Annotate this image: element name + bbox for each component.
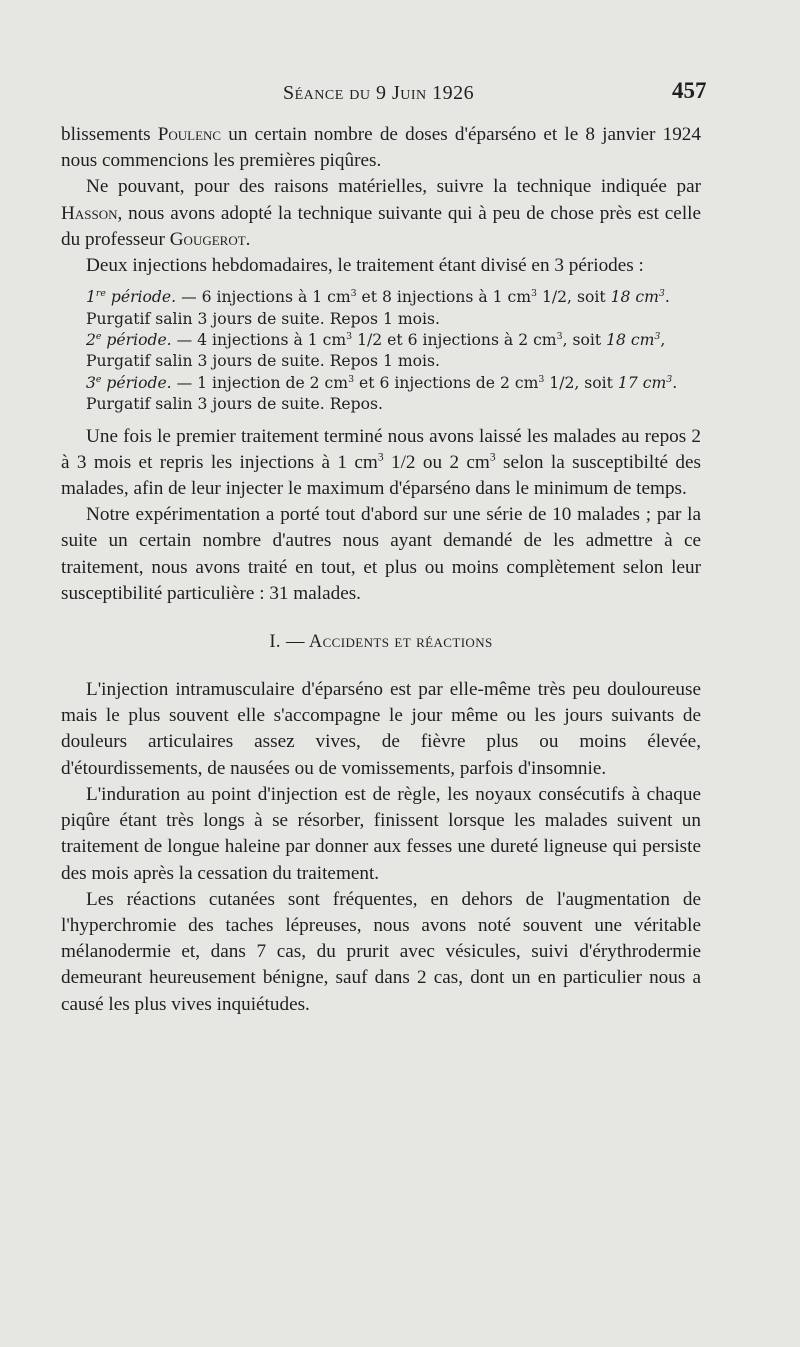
paragraph-technique (61, 174, 701, 253)
author-name-gougerot: Gougerot (169, 228, 246, 250)
superscript: 3 (348, 373, 355, 385)
author-name-hasson: Hasson (61, 202, 118, 224)
after-periods (61, 424, 701, 607)
paragraph-continuation (61, 122, 701, 174)
superscript: 3 (489, 451, 496, 464)
period-line (61, 373, 701, 394)
period-line (61, 330, 701, 351)
superscript: 3 (666, 373, 673, 385)
period-label: période. (105, 288, 177, 307)
period-3 (61, 373, 701, 416)
page-body (61, 122, 701, 1018)
text-run: . (245, 228, 251, 250)
superscript: 3 (350, 288, 357, 300)
text-run: Ne pouvant, pour des raisons matérielles, suivre la technique indiquée par (86, 176, 701, 198)
text-run: un certain nombre de doses d'éparséno et le 8 janvier 1924 nous commencions les premières piqûres. (61, 124, 701, 172)
section-heading: I. — Accidents et réactions (269, 632, 493, 653)
text-run: et 6 injections de 2 cm (354, 373, 539, 392)
text-run: 1/2 ou 2 cm (383, 451, 490, 473)
period-total: 17 cm (617, 373, 667, 392)
text-run: 1/2 et 6 injections à 2 cm (352, 331, 557, 350)
section-paragraph: L'injection intramusculaire d'éparséno est par elle-même très peu douloureuse mais le plus souvent elle s'accompagne le jour même ou les jours suivants de douleurs articulaires assez vives, de fièvre plus ou moins élevée, d'étourdissements, de nausées ou de vomissements, parfois d'insomnie. (61, 679, 701, 779)
text-run: — 1 injection de 2 cm (171, 373, 349, 392)
author-name-poulenc: Poulenc (157, 124, 222, 145)
period-1 (61, 287, 701, 330)
period-label: période. (101, 373, 172, 392)
superscript: 3 (556, 330, 563, 342)
period-total: 18 cm (610, 288, 659, 307)
superscript: 3 (538, 373, 545, 385)
purgatif-line: Purgatif salin 3 jours de suite. Repos. (86, 395, 383, 414)
section-paragraph: Les réactions cutanées sont fréquentes, en dehors de l'augmentation de l'hyperchromie des taches lépreuses, nous avons noté souvent une véritable mélanodermie et, dans 7 cas, du prurit avec vésicules, suivi d'érythrodermie demeurant heureusement bénigne, sauf dans 2 cas, dont un en particulier nous a causé les plus vives inquiétudes. (61, 888, 701, 1015)
text-run: 1/2, soit (536, 288, 611, 307)
text-run: et 8 injections à 1 cm (356, 288, 532, 307)
paragraph-repos (61, 424, 701, 503)
superscript: 3 (377, 451, 384, 464)
text-run: selon la susceptibilté des malades, afin de leur injecter le maximum d'éparséno dans le minimum de temps. (61, 451, 701, 500)
period-number: 3 (86, 373, 96, 392)
superscript: 3 (654, 330, 661, 342)
superscript: 3 (346, 330, 353, 342)
section-paragraph: L'induration au point d'injection est de règle, les noyaux consécutifs à chaque piqûre étant très longs à se résorber, finissent lorsque les malades suivent un traitement de longue haleine par donner aux fesses une dureté ligneuse qui persiste des mois après la cessation du traitement. (61, 783, 701, 884)
period-total: 18 cm (606, 331, 655, 350)
running-head: Séance du 9 Juin 1926 (283, 82, 475, 104)
period-line (61, 287, 701, 308)
period-number: 1 (86, 288, 96, 307)
text-run: . (672, 373, 678, 392)
page-header (0, 78, 800, 108)
period-label: période. (101, 331, 172, 350)
superscript: 3 (531, 288, 537, 300)
ordinal-suffix: e (95, 373, 102, 385)
text-run: , (660, 331, 666, 350)
superscript: 3 (658, 288, 665, 300)
purgatif-line: Purgatif salin 3 jours de suite. Repos 1 mois. (86, 309, 440, 328)
paragraph-experimentation: Notre expérimentation a porté tout d'abord sur une série de 10 malades ; par la suite un certain nombre d'autres nous ayant demandé de les admettre à ce traitement, nous avons traité en tout, et plus ou moins complètement selon leur susceptibilité particulière : 31 malades. (61, 504, 701, 604)
text-run: blissements (61, 124, 158, 145)
text-run: , soit (562, 331, 607, 350)
ordinal-suffix: re (95, 288, 106, 300)
text-run: 1/2, soit (544, 373, 618, 392)
treatment-periods (61, 287, 701, 415)
period-number: 2 (86, 331, 96, 350)
period-2 (61, 330, 701, 373)
text-run: — 6 injections à 1 cm (176, 288, 351, 307)
paragraph-injections: Deux injections hebdomadaires, le traitement étant divisé en 3 périodes : (86, 255, 644, 277)
ordinal-suffix: e (95, 330, 102, 342)
text-run: . (664, 288, 670, 307)
text-run: , nous avons adopté la technique suivante qui à peu de chose près est celle du professeur (61, 202, 701, 250)
page-number: 457 (672, 78, 707, 103)
purgatif-line: Purgatif salin 3 jours de suite. Repos 1 mois. (86, 352, 440, 371)
text-run: Une fois le premier traitement terminé nous avons laissé les malades au repos 2 à 3 mois et repris les injections à 1 cm (61, 425, 701, 473)
text-run: — 4 injections à 1 cm (171, 331, 347, 350)
